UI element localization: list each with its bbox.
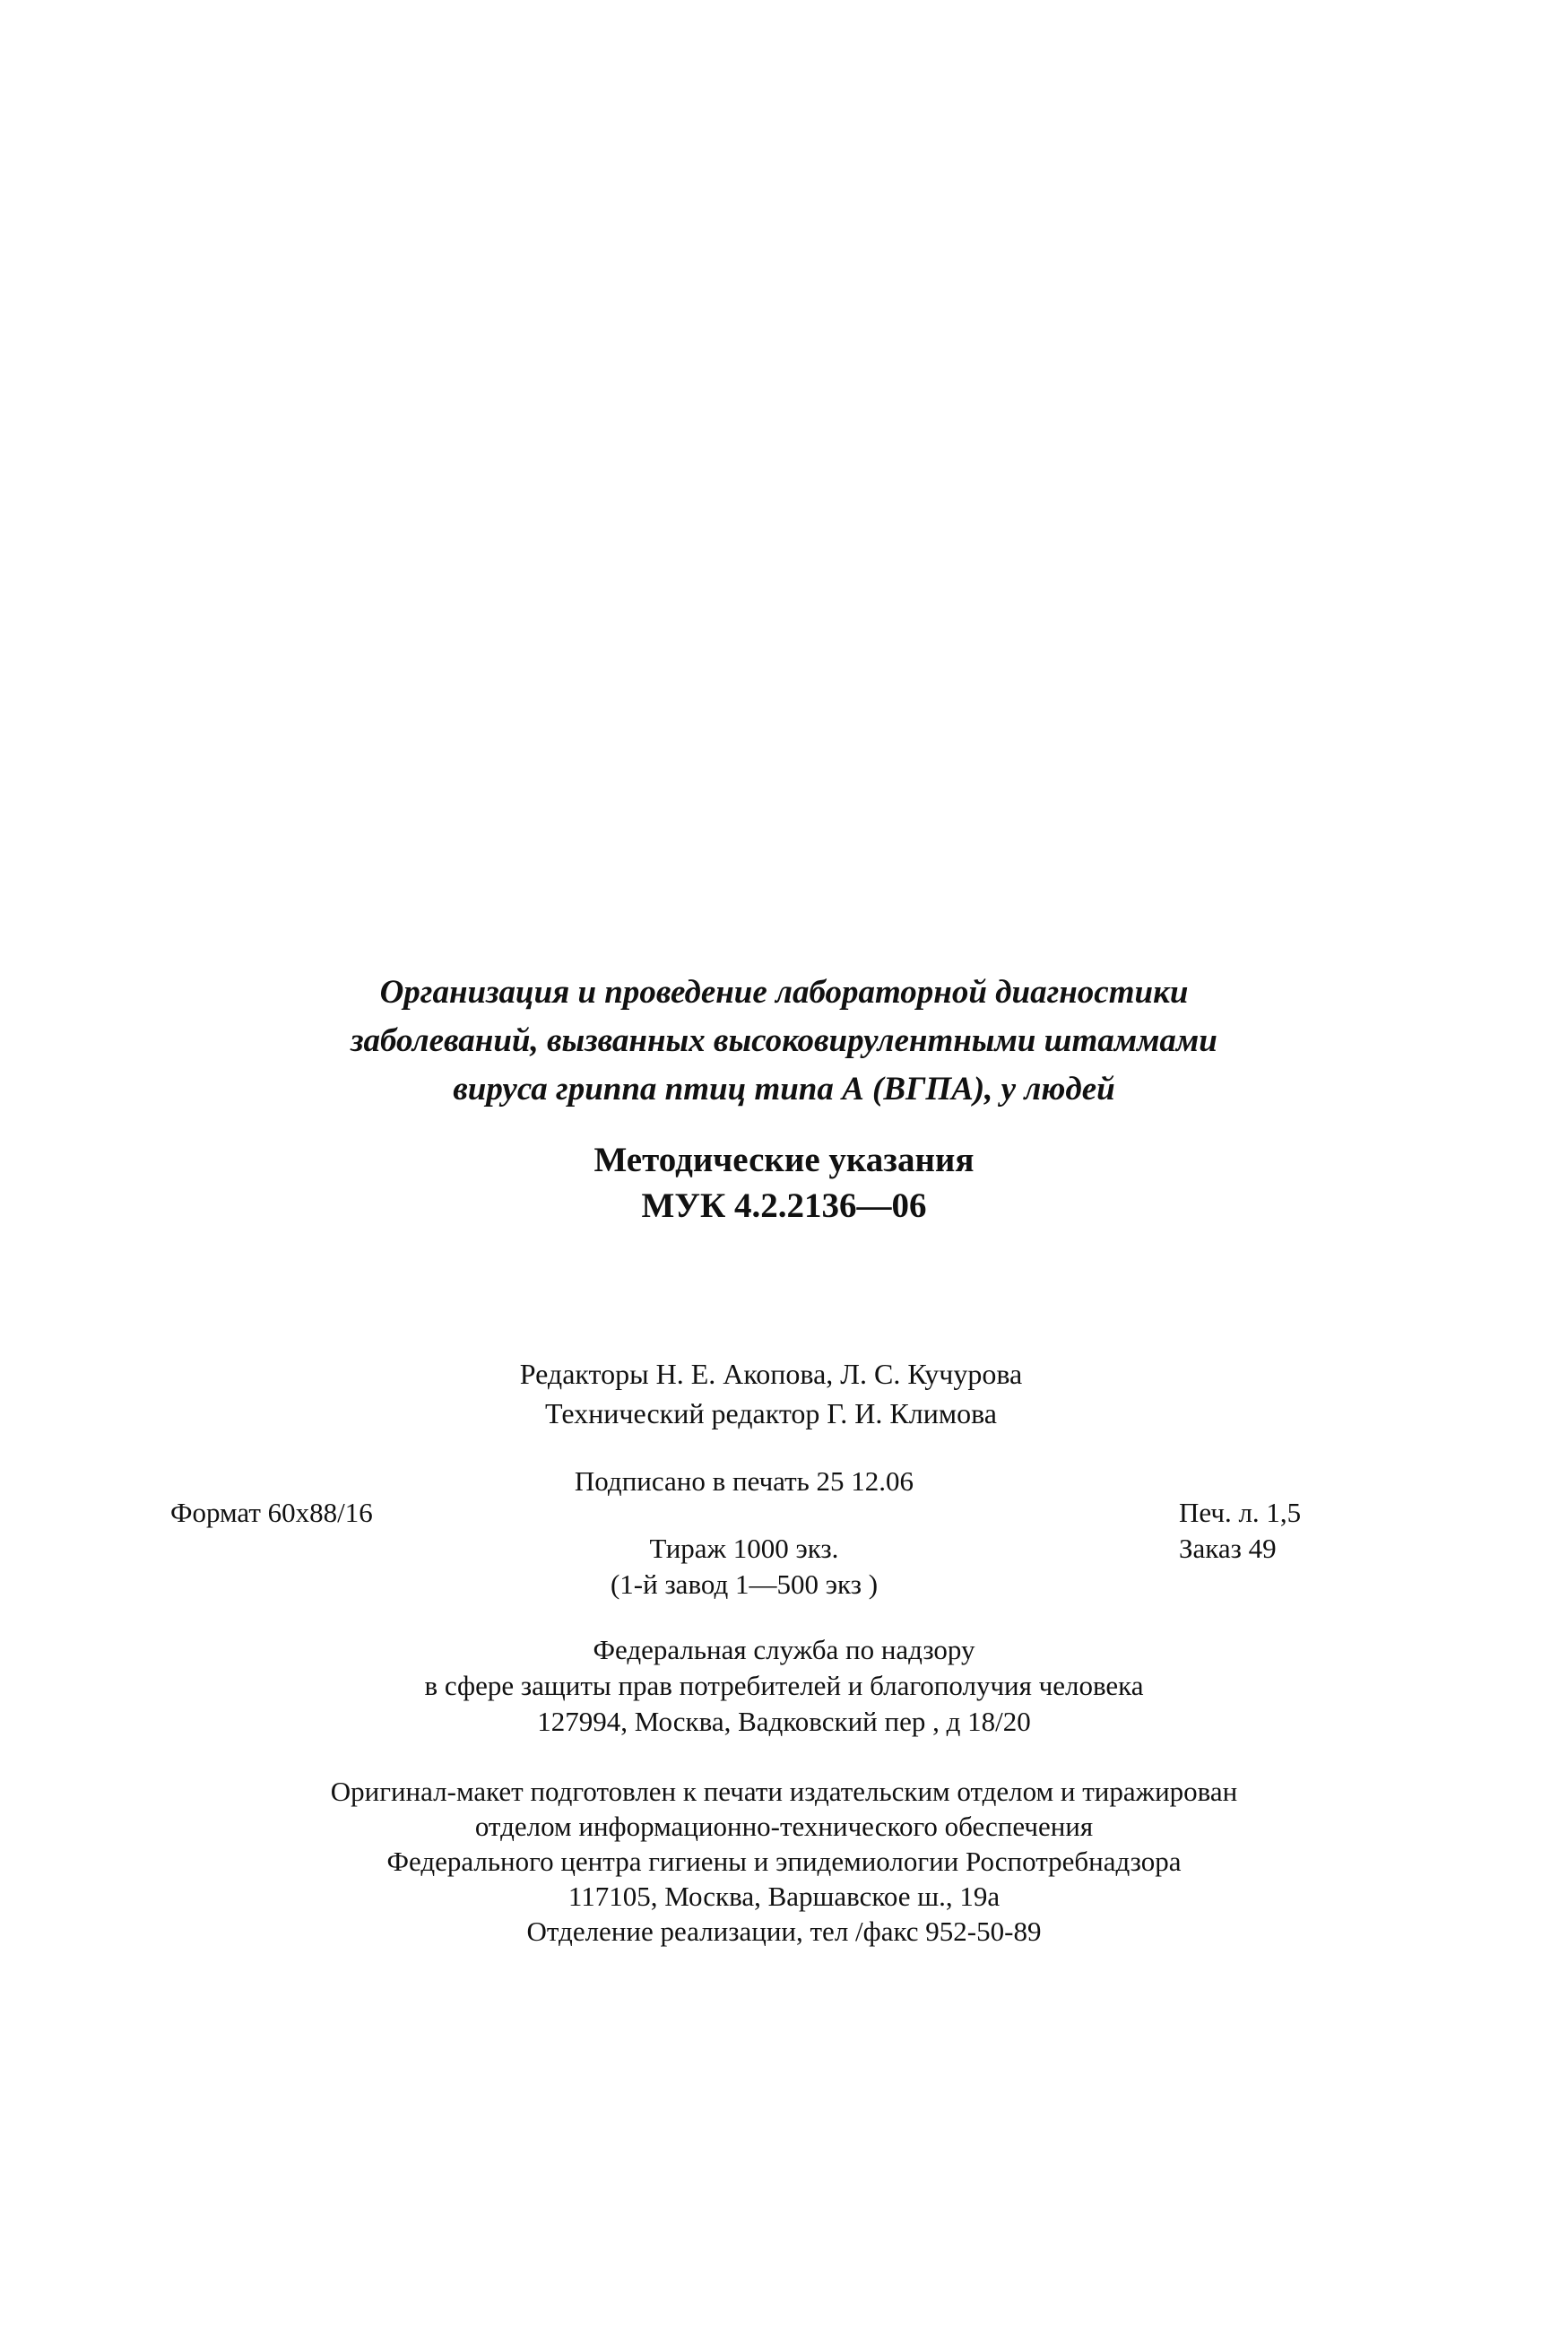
producer-line-2: отделом информационно-технического обеспечения [474,1811,1094,1842]
paper-format: Формат 60x88/16 [170,1497,373,1528]
editors-block [484,1354,1058,1433]
print-run-detail: (1-й завод 1—500 экз ) [610,1568,879,1600]
publisher-service-block [0,1632,1568,1740]
tech-editor-line: Технический редактор Г. И. Климова [545,1397,997,1429]
document-subtitle [0,1137,1568,1229]
print-sheets: Печ. л. 1,5 [1179,1497,1302,1528]
producer-address: 117105, Москва, Варшавское ш., 19а [567,1881,1001,1912]
document-code: МУК 4.2.2136—06 [641,1186,927,1225]
service-line-2: в сфере защиты прав потребителей и благополучия человека [424,1670,1144,1701]
sheets-order-block [1179,1495,1301,1567]
signed-date: Подписано в печать 25 12.06 [574,1465,914,1497]
service-address: 127994, Москва, Вадковский пер , д 18/20 [537,1706,1031,1737]
print-run: Тираж 1000 экз. [649,1533,839,1564]
producer-line-1: Оригинал-макет подготовлен к печати издательским отделом и тиражирован [330,1776,1238,1807]
document-title [0,969,1568,1114]
producer-line-3: Федерального центра гигиены и эпидемиологии Роспотребнадзора [386,1846,1182,1877]
print-run-block [556,1531,932,1603]
producer-block [0,1774,1568,1949]
title-line-1: Организация и проведение лабораторной диагностики [379,974,1189,1011]
title-line-2: заболеваний, вызванных высоковирулентными штаммами [351,1022,1217,1059]
order-number: Заказ 49 [1179,1533,1277,1564]
producer-phone: Отделение реализации, тел /факс 952-50-89 [526,1916,1042,1947]
title-line-3: вируса гриппа птиц типа А (ВГПА), у людей [453,1071,1115,1108]
editors-line: Редакторы Н. Е. Акопова, Л. С. Кучурова [519,1358,1023,1390]
document-type: Методические указания [593,1141,975,1179]
service-line-1: Федеральная служба по надзору [593,1634,975,1665]
